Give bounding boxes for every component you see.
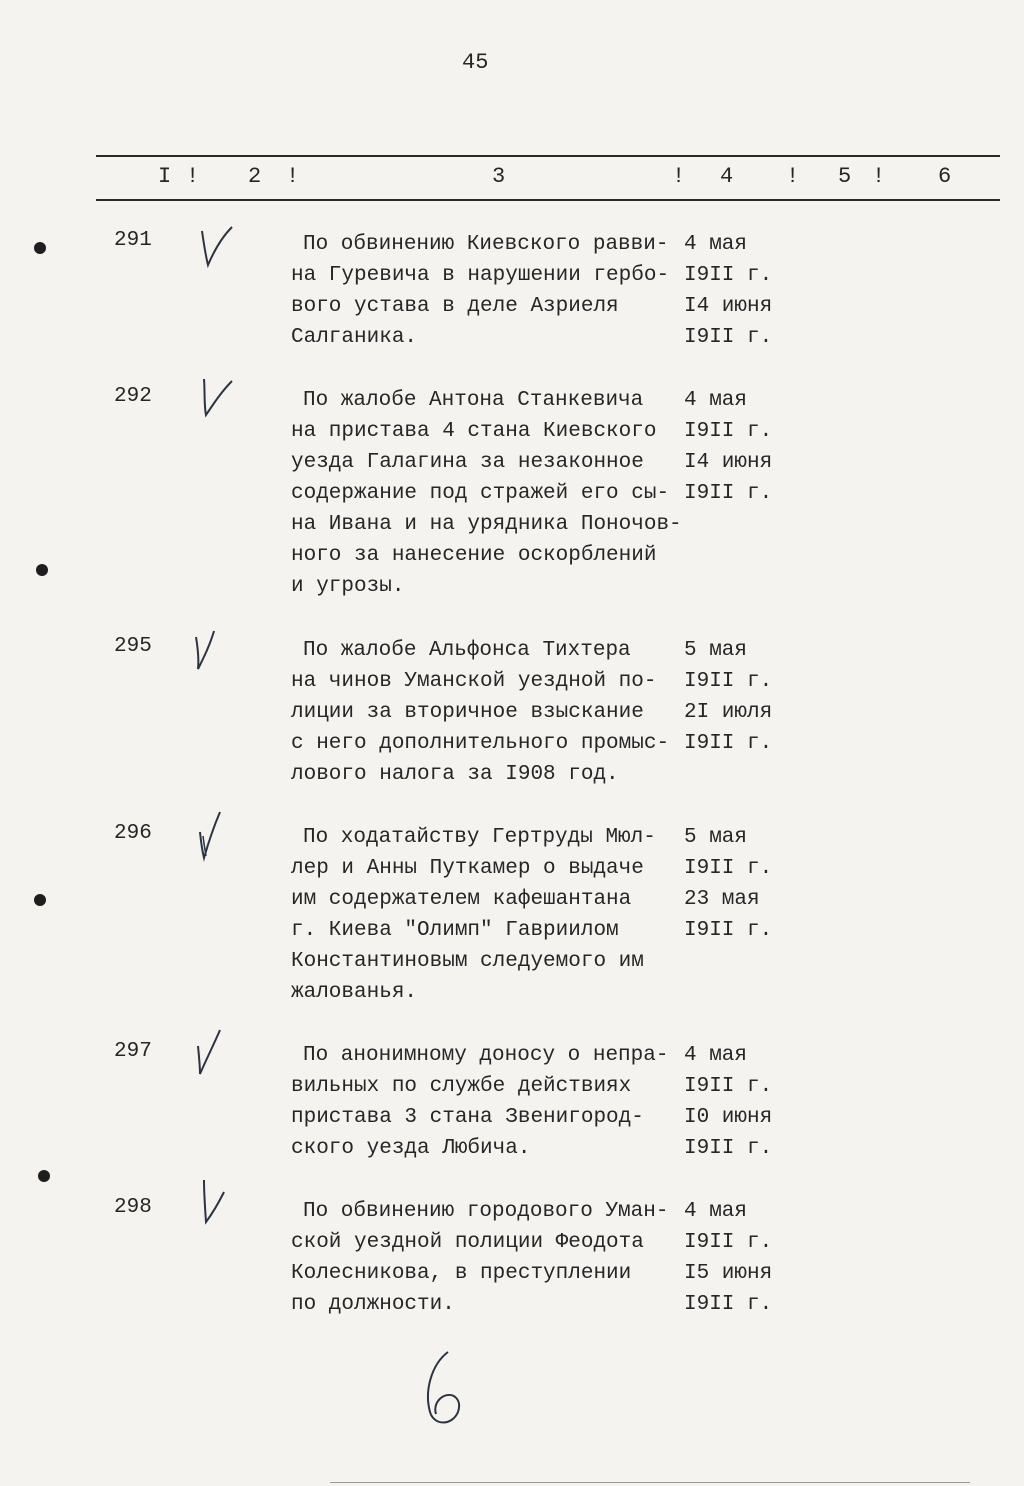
date-line: I9II г. [684, 326, 773, 349]
date-line: I9II г. [684, 1075, 773, 1098]
page-bottom-edge [330, 1482, 970, 1483]
description-line: ского уезда Любича. [291, 1137, 531, 1160]
column-header-4: 4 [720, 164, 734, 189]
description-line: лиции за вторичное взыскание [291, 701, 644, 724]
description-line: жалованья. [291, 981, 418, 1004]
description-line: По жалобе Альфонса Тихтера [303, 639, 631, 662]
description-line: на чинов Уманской уездной по- [291, 670, 657, 693]
date-line: I9II г. [684, 732, 773, 755]
description-line: на пристава 4 стана Киевского [291, 420, 657, 443]
entry-description [291, 635, 691, 790]
column-header-2: 2 [248, 164, 262, 189]
description-line: на Гуревича в нарушении гербо- [291, 264, 670, 287]
binder-hole-icon [34, 894, 46, 906]
description-line: по должности. [291, 1293, 455, 1316]
description-line: По обвинению Киевского равви- [303, 233, 669, 256]
date-line: I0 июня [684, 1106, 773, 1129]
column-separator: ! [186, 164, 200, 189]
binder-hole-icon [36, 564, 48, 576]
description-line: ного за нанесение оскорблений [291, 544, 657, 567]
date-line: I9II г. [684, 420, 773, 443]
date-line: 5 мая [684, 639, 748, 662]
entry-description [291, 1040, 691, 1164]
date-line: I9II г. [684, 264, 773, 287]
description-line: ской уездной полиции Феодота [291, 1231, 644, 1254]
entry-dates [684, 1196, 794, 1320]
description-line: содержание под стражей его сы- [291, 482, 670, 505]
entry-number: 295 [114, 635, 152, 658]
column-header-1: I [158, 164, 172, 189]
date-line: 4 мая [684, 1200, 748, 1223]
entry-dates [684, 229, 794, 353]
description-line: им содержателем кафешантана [291, 888, 632, 911]
description-line: пристава 3 стана Звенигород- [291, 1106, 644, 1129]
description-line: на Ивана и на урядника Поночов- [291, 513, 682, 536]
description-line: По анонимному доносу о непра- [303, 1044, 669, 1067]
column-header-row [0, 164, 1024, 192]
description-line: с него дополнительного промыс- [291, 732, 670, 755]
handwritten-check-mark-icon [194, 1028, 238, 1082]
entry-number: 296 [114, 822, 152, 845]
entry-dates [684, 1040, 794, 1164]
header-bottom-rule [96, 199, 1000, 201]
handwritten-check-mark-icon [194, 623, 238, 677]
date-line: I9II г. [684, 482, 773, 505]
description-line: Колесникова, в преступлении [291, 1262, 632, 1285]
description-line: вого устава в деле Азриеля [291, 295, 619, 318]
date-line: I4 июня [684, 295, 773, 318]
date-line: 2I июля [684, 701, 773, 724]
date-line: I9II г. [684, 1137, 773, 1160]
date-line: I9II г. [684, 670, 773, 693]
page-number: 45 [462, 50, 489, 75]
date-line: 23 мая [684, 888, 760, 911]
date-line: I9II г. [684, 1231, 773, 1254]
description-line: лового налога за I908 год. [291, 763, 619, 786]
description-line: По ходатайству Гертруды Мюл- [303, 826, 656, 849]
date-line: I9II г. [684, 919, 773, 942]
description-line: По жалобе Антона Станкевича [303, 389, 644, 412]
column-separator: ! [672, 164, 686, 189]
entry-dates [684, 635, 794, 759]
binder-hole-icon [34, 242, 46, 254]
entry-number: 297 [114, 1040, 152, 1063]
entry-description [291, 822, 691, 1008]
date-line: I9II г. [684, 857, 773, 880]
entry-number: 292 [114, 385, 152, 408]
entry-dates [684, 385, 794, 509]
date-line: 4 мая [684, 233, 748, 256]
date-line: 4 мая [684, 1044, 748, 1067]
description-line: г. Киева "Олимп" Гавриилом [291, 919, 619, 942]
handwritten-check-mark-icon [194, 217, 238, 271]
description-line: лер и Анны Путкамер о выдаче [291, 857, 644, 880]
entry-description [291, 1196, 691, 1320]
column-header-3: 3 [492, 164, 506, 189]
date-line: I4 июня [684, 451, 773, 474]
handwritten-check-mark-icon [194, 1174, 238, 1236]
column-header-6: 6 [938, 164, 952, 189]
description-line: и угрозы. [291, 575, 405, 598]
column-separator: ! [786, 164, 800, 189]
entry-description [291, 385, 691, 602]
description-line: Константиновым следуемого им [291, 950, 644, 973]
date-line: 4 мая [684, 389, 748, 412]
date-line: I9II г. [684, 1293, 773, 1316]
description-line: По обвинению городового Уман- [303, 1200, 669, 1223]
description-line: Салганика. [291, 326, 418, 349]
handwritten-mark-six-icon [418, 1350, 478, 1430]
date-line: 5 мая [684, 826, 748, 849]
entry-dates [684, 822, 794, 946]
column-separator: ! [872, 164, 886, 189]
description-line: вильных по службе действиях [291, 1075, 632, 1098]
entry-number: 298 [114, 1196, 152, 1219]
handwritten-check-mark-icon [194, 810, 238, 864]
header-top-rule [96, 155, 1000, 157]
column-separator: ! [286, 164, 300, 189]
binder-hole-icon [38, 1170, 50, 1182]
entry-number: 291 [114, 229, 152, 252]
column-header-5: 5 [838, 164, 852, 189]
handwritten-check-mark-icon [194, 373, 238, 427]
entry-description [291, 229, 691, 353]
description-line: уезда Галагина за незаконное [291, 451, 644, 474]
date-line: I5 июня [684, 1262, 773, 1285]
